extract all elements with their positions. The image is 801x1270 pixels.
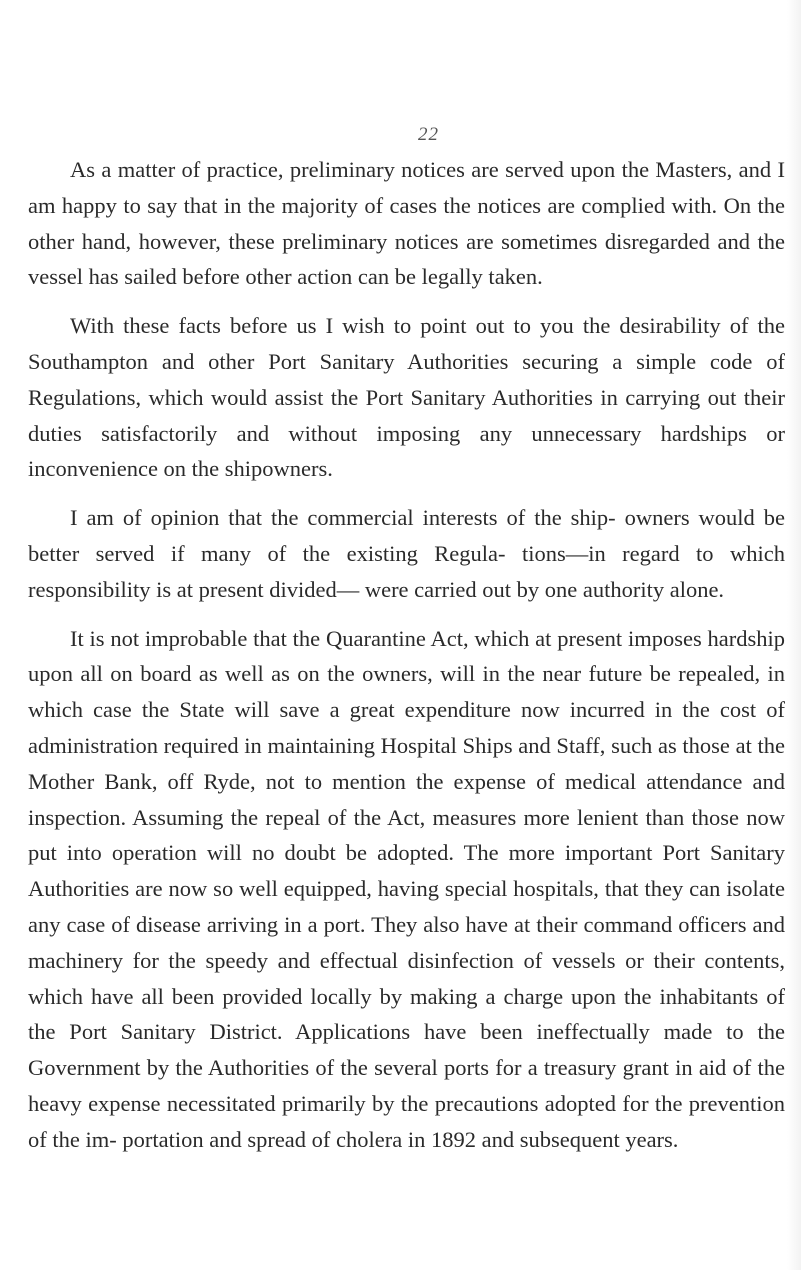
paragraph: I am of opinion that the commercial interests of the ship- owners would be better served if many of the existing Regula- tions—in regard to which responsibility is at present divided— were carried out by one authority alone. — [28, 505, 785, 602]
scan-edge-shadow — [787, 0, 801, 1270]
paragraph: With these facts before us I wish to point out to you the desirability of the Southampton and other Port Sanitary Authorities securing a simple code of Regulations, which would assist the Port Sanitary Authorities in carrying out their duties satisfactorily and without imposing any unnecessary hardships or inconvenience on the shipowners. — [28, 313, 785, 482]
page-number: 22 — [418, 124, 439, 145]
paragraph: As a matter of practice, preliminary notices are served upon the Masters, and I am happy to say that in the majority of cases the notices are complied with. On the other hand, however, these preliminary notices are sometimes disregarded and the vessel has sailed before other action can be legally taken. — [28, 157, 785, 290]
paragraph: It is not improbable that the Quarantine Act, which at present imposes hardship upon all on board as well as on the owners, will in the near future be repealed, in which case the State will save a great expenditure now incurred in the cost of administration required in maintaining Hospital Ships and Staff, such as those at the Mother Bank, off Ryde, not to mention the expense of medical attendance and inspection. Assuming the repeal of the Act, measures more lenient than those now put into operation will no doubt be adopted. The more important Port Sanitary Authorities are now so well equipped, having special hospitals, that they can isolate any case of disease arriving in a port. They also have at their command officers and machinery for the speedy and effectual disinfection of vessels or their contents, which have all been provided locally by making a charge upon the inhabitants of the Port Sanitary District. Applications have been ineffectually made to the Government by the Authorities of the several ports for a treasury grant in aid of the heavy expense necessitated primarily by the precautions adopted for the prevention of the im- portation and spread of cholera in 1892 and subsequent years. — [28, 625, 785, 1152]
document-body — [28, 152, 785, 1171]
